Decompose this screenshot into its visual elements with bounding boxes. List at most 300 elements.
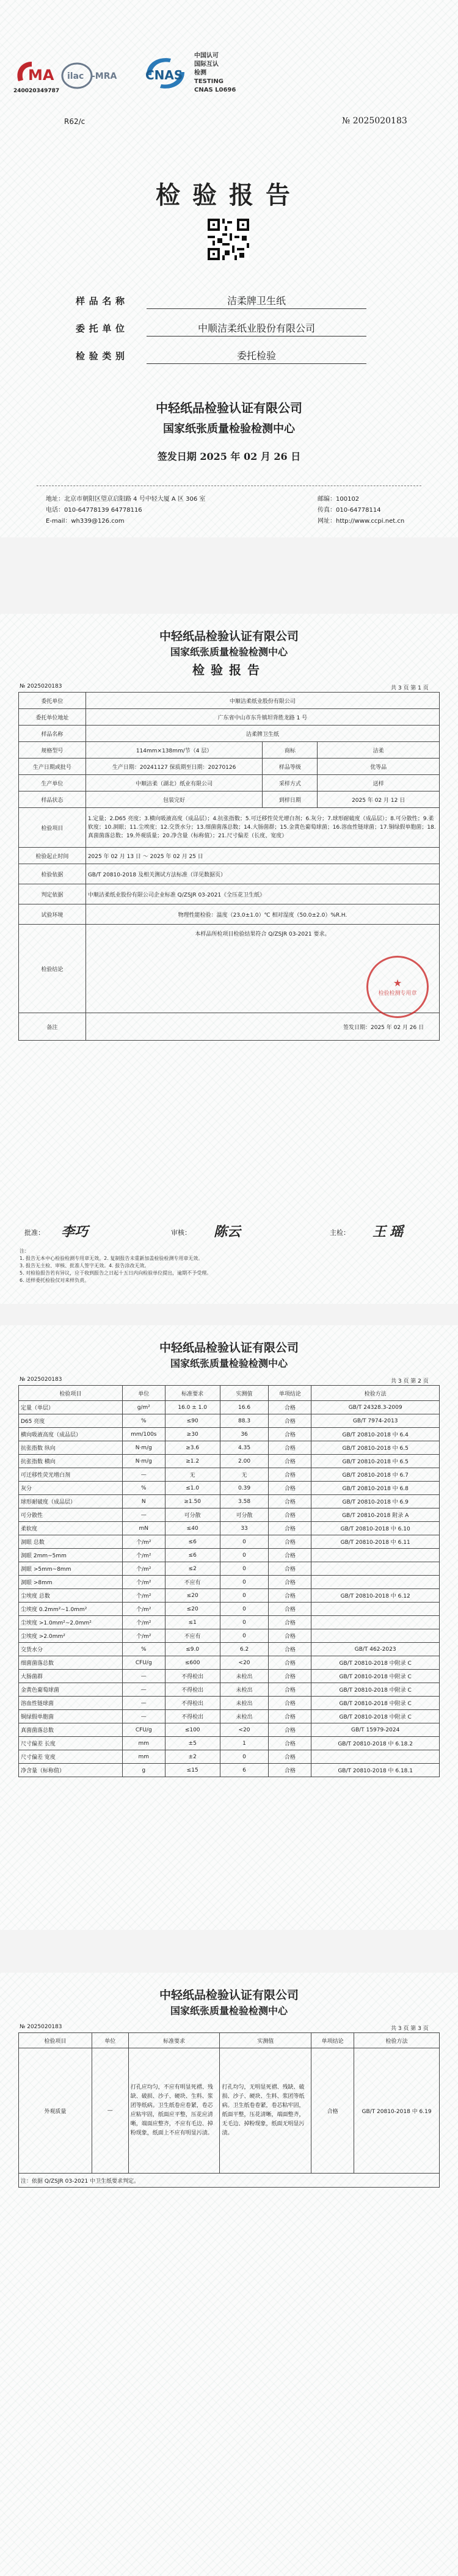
conclusion-cell: 合格 [269, 1603, 311, 1616]
svg-text:CNAS: CNAS [145, 68, 183, 82]
table-row [19, 1670, 440, 1683]
method-cell: GB/T 20810-2018 中 6.7 [311, 1468, 440, 1482]
method-cell: GB/T 20810-2018 中 6.8 [311, 1482, 440, 1495]
conclusion-cell: 合格 [269, 1697, 311, 1710]
measured-cell: 3.58 [220, 1495, 269, 1508]
row-label: 判定依据 [19, 884, 86, 904]
row-value: 洁柔牌卫生纸 [85, 726, 439, 742]
item-cell: 交货水分 [19, 1643, 123, 1656]
row-label: 委托单位 [19, 693, 86, 709]
table-row [19, 1441, 440, 1455]
table-row [19, 1428, 440, 1441]
org-name: 中轻纸品检验认证有限公司 [159, 630, 299, 643]
col-header: 检验方法 [311, 1386, 440, 1401]
unit-cell: — [122, 1468, 165, 1482]
method-cell [311, 1750, 440, 1764]
unit-cell: mm [122, 1737, 165, 1750]
table-row [19, 1723, 440, 1737]
row-label: 生产日期或批号 [19, 759, 86, 775]
measured-cell: 0 [220, 1750, 269, 1764]
measured-cell: 未检出 [220, 1670, 269, 1683]
measured-cell: 0 [220, 1629, 269, 1643]
requirement-cell: ≤90 [165, 1414, 220, 1428]
unit-cell: g/m² [122, 1401, 165, 1414]
conclusion-cell: 合格 [269, 1670, 311, 1683]
unit-cell: — [92, 2048, 128, 2174]
table-row [19, 1710, 440, 1723]
measured-cell: 6 [220, 1764, 269, 1777]
table-row [19, 1603, 440, 1616]
row-label: 商标 [263, 742, 318, 759]
requirement-cell: ≤100 [165, 1723, 220, 1737]
row-label: 样品名称 [19, 726, 86, 742]
appearance-table [18, 2032, 440, 2188]
tester-label: 主检： [330, 1229, 350, 1237]
row-value: 1.定量；2.D65 亮度；3.横向吸液高度（成品层）；4.抗张指数；5.可迁移性荧光增白剂；6.灰分；7.球形耐破度（成品层）；8.可分散性；9.柔软度；10.洞眼；11.尘埃度；12.交货水分；13.细菌菌落总数；14.大肠菌群；15.金黄色葡萄球菌；16.溶血性链球菌；17.铜绿假单胞菌；18.真菌菌落总数；19.外观质量；20.净含量（标称值）；21.尺寸偏差（长度、宽度） [85, 808, 439, 848]
method-cell: GB/T 20810-2018 中 6.18.2 [311, 1737, 440, 1750]
ilac-mra-logo [61, 61, 122, 90]
method-cell [311, 1616, 440, 1629]
unit-cell: 个/m² [122, 1616, 165, 1629]
method-cell [311, 1576, 440, 1589]
conclusion-cell: 合格 [269, 1495, 311, 1508]
table-row [19, 693, 440, 709]
org-name: 中轻纸品检验认证有限公司 [159, 1341, 299, 1355]
requirement-cell: ≤15 [165, 1764, 220, 1777]
measured-cell: 36 [220, 1428, 269, 1441]
table-row [19, 2048, 440, 2174]
conclusion-cell: 合格 [269, 1455, 311, 1468]
unit-cell: N·m/g [122, 1441, 165, 1455]
table-row [19, 1764, 440, 1777]
method-cell: GB/T 20810-2018 中 6.19 [354, 2048, 440, 2174]
method-cell: GB/T 24328.3-2009 [311, 1401, 440, 1414]
requirement-cell: ≤6 [165, 1549, 220, 1562]
field-underline [147, 336, 366, 337]
unit-cell: % [122, 1643, 165, 1656]
row-label: 试验环境 [19, 904, 86, 925]
measured-cell: 无 [220, 1468, 269, 1482]
conclusion-cell: 合格 [269, 1482, 311, 1495]
data-rows [19, 1401, 440, 1777]
page-number: 共 3 页 第 3 页 [391, 2026, 429, 2032]
client-value: 中顺洁柔纸业股份有限公司 [197, 322, 315, 334]
row-label: 采样方式 [263, 775, 318, 791]
table-header-row [19, 2033, 440, 2048]
row-value: 2025 年 02 月 13 日 ～ 2025 年 02 月 25 日 [85, 848, 439, 864]
row-label: 规格型号 [19, 742, 86, 759]
measured-cell: 0 [220, 1603, 269, 1616]
report-title: 检验报告 [156, 181, 302, 209]
row-value: GB/T 20810-2018 及相关测试方法标准（详见数据页） [85, 864, 439, 884]
item-cell: 尘埃度 >2.0mm² [19, 1629, 123, 1643]
unit-cell: N [122, 1495, 165, 1508]
website: 网址：http://www.ccpi.net.cn [318, 518, 405, 525]
report-title: 检验报告 [192, 663, 266, 677]
col-header: 单项结论 [311, 2033, 354, 2048]
item-cell: 柔软度 [19, 1522, 123, 1535]
row-value: 本样品所检项目检验结果符合 Q/ZSJR 03-2021 要求。 [85, 925, 439, 1013]
table-row [19, 1522, 440, 1535]
method-cell: GB/T 20810-2018 中 6.5 [311, 1455, 440, 1468]
page-number: 共 3 页 第 1 页 [391, 685, 429, 691]
table-row [19, 742, 440, 759]
record-code: R62/c [64, 117, 85, 126]
cnas-logo [140, 54, 191, 93]
row-label: 检验起止时间 [19, 848, 86, 864]
requirement-cell: 不应有 [165, 1576, 220, 1589]
requirement-cell: ≤600 [165, 1656, 220, 1670]
unit-cell: g [122, 1764, 165, 1777]
table-row [19, 791, 440, 808]
measured-cell: 未检出 [220, 1710, 269, 1723]
col-header: 单位 [92, 2033, 128, 2048]
unit-cell: mN [122, 1522, 165, 1535]
sample-name-label: 样品名称 [76, 296, 125, 307]
measured-cell: 0 [220, 1535, 269, 1549]
table-row [19, 709, 440, 726]
row-label: 备注 [19, 1013, 86, 1041]
conclusion-cell: 合格 [269, 1737, 311, 1750]
requirement-cell: ±5 [165, 1737, 220, 1750]
measured-cell: <20 [220, 1723, 269, 1737]
item-cell: 真菌菌落总数 [19, 1723, 123, 1737]
sign-date: 签发日期：2025 年 02 月 26 日 [343, 1025, 424, 1031]
method-cell [311, 1549, 440, 1562]
method-cell [311, 1603, 440, 1616]
unit-cell: % [122, 1482, 165, 1495]
conclusion-cell: 合格 [269, 1549, 311, 1562]
table-row [19, 1576, 440, 1589]
row-value: 中顺洁柔纸业股份有限公司 [85, 693, 439, 709]
method-cell: GB/T 20810-2018 中 6.10 [311, 1522, 440, 1535]
note-cell: 注：依据 Q/ZSJR 03-2021 中卫生纸要求判定。 [19, 2174, 440, 2188]
row-value: 物理性能检验：温度（23.0±1.0）℃ 相对湿度（50.0±2.0）%R.H. [85, 904, 439, 925]
svg-text:MA: MA [28, 67, 54, 84]
email: E-mail：wh339@126.com [46, 518, 125, 525]
conclusion-cell: 合格 [269, 1750, 311, 1764]
measured-cell: 0.39 [220, 1482, 269, 1495]
unit-cell: 个/m² [122, 1629, 165, 1643]
test-type-value: 委托检验 [236, 350, 276, 362]
qr-code [208, 219, 249, 260]
item-cell: 球形耐破度（成品层） [19, 1495, 123, 1508]
unit-cell: CFU/g [122, 1723, 165, 1737]
unit-cell: — [122, 1670, 165, 1683]
row-value: 中顺洁柔纸业股份有限公司企业标准 Q/ZSJR 03-2021《全压花卫生纸》 [85, 884, 439, 904]
col-header: 检验项目 [19, 2033, 92, 2048]
telephone: 电话：010-64778139 64778116 [46, 507, 142, 514]
unit-cell: 个/m² [122, 1549, 165, 1562]
table-row [19, 864, 440, 884]
org-name: 中轻纸品检验认证有限公司 [156, 401, 302, 415]
conclusion-cell: 合格 [269, 1710, 311, 1723]
table-row [19, 1656, 440, 1670]
requirement-cell: 16.0 ± 1.0 [165, 1401, 220, 1414]
conclusion-cell: 合格 [269, 1723, 311, 1737]
requirement-cell: ≤1.0 [165, 1482, 220, 1495]
item-cell: 洞眼 >8mm [19, 1576, 123, 1589]
method-cell: GB/T 15979-2024 [311, 1723, 440, 1737]
tester-signature: 王瑶 [373, 1224, 407, 1240]
item-cell: 抗张指数 横向 [19, 1455, 123, 1468]
row-value: 中顺洁柔（湖北）纸业有限公司 [85, 775, 263, 791]
issue-date: 签发日期 2025 年 02 月 26 日 [157, 451, 301, 462]
item-cell: 可分散性 [19, 1508, 123, 1522]
center-name: 国家纸张质量检验检测中心 [163, 423, 295, 435]
table-row [19, 1535, 440, 1549]
client-label: 委托单位 [76, 323, 125, 334]
item-cell: 外观质量 [19, 2048, 92, 2174]
row-value: 洁柔 [318, 742, 440, 759]
table-row [19, 1495, 440, 1508]
table-row [19, 1455, 440, 1468]
item-cell: 可迁移性荧光增白剂 [19, 1468, 123, 1482]
method-cell: GB/T 20810-2018 中附录 C [311, 1656, 440, 1670]
item-cell: 细菌菌落总数 [19, 1656, 123, 1670]
method-cell: GB/T 462-2023 [311, 1643, 440, 1656]
org-name: 中轻纸品检验认证有限公司 [159, 1988, 299, 2002]
row-label: 检验项目 [19, 808, 86, 848]
unit-cell: 个/m² [122, 1603, 165, 1616]
unit-cell: % [122, 1414, 165, 1428]
row-label: 样品等级 [263, 759, 318, 775]
requirement-cell: ≤1 [165, 1616, 220, 1629]
measured-cell: 33 [220, 1522, 269, 1535]
item-cell: 净含量（标称值） [19, 1764, 123, 1777]
inspection-stamp: ★ 检验检测专用章 [366, 956, 429, 1018]
item-cell: 洞眼 >5mm~8mm [19, 1562, 123, 1576]
item-cell: 尘埃度 >1.0mm²~2.0mm² [19, 1616, 123, 1629]
requirement-cell: 打孔应均匀，不应有明显死褶、残缺、破损、沙子、硬块、生料、浆团等纸病。卫生纸卷应卷紧，卷芯应粘牢固，纸面应平整，压花应清晰，端面应整齐，不应有毛边、掉粉现象，纸面上不应有明显污渍。 [128, 2048, 220, 2174]
report-number: № 2025020183 [20, 1377, 62, 1383]
table-row [19, 884, 440, 904]
measured-cell: 2.00 [220, 1455, 269, 1468]
table-row [19, 2174, 440, 2188]
table-row [19, 808, 440, 848]
measured-cell: 0 [220, 1616, 269, 1629]
method-cell [311, 1562, 440, 1576]
item-cell: D65 亮度 [19, 1414, 123, 1428]
method-cell: GB/T 20810-2018 中附录 C [311, 1683, 440, 1697]
method-cell: GB/T 20810-2018 中附录 C [311, 1710, 440, 1723]
method-cell: GB/T 20810-2018 中 6.11 [311, 1535, 440, 1549]
col-header: 单位 [122, 1386, 165, 1401]
report-number: № 2025020183 [20, 2024, 62, 2030]
field-underline [147, 308, 366, 309]
col-header: 检验项目 [19, 1386, 123, 1401]
method-cell: GB/T 20810-2018 中 6.4 [311, 1428, 440, 1441]
conclusion-cell: 合格 [269, 1414, 311, 1428]
item-cell: 横向吸液高度（成品层） [19, 1428, 123, 1441]
address: 地址：北京市朝阳区望京启阳路 4 号中轻大厦 A 区 306 室 [46, 496, 206, 503]
requirement-cell: ≤20 [165, 1589, 220, 1603]
requirement-cell: ≤9.0 [165, 1643, 220, 1656]
table-row [19, 1414, 440, 1428]
requirement-cell: ±2 [165, 1750, 220, 1764]
appearance-page [0, 1973, 458, 2576]
approver-signature: 李巧 [61, 1224, 89, 1240]
row-value: 生产日期：20241127 保质期至日期：20270126 [85, 759, 263, 775]
measured-cell: <20 [220, 1656, 269, 1670]
measured-cell: 6.2 [220, 1643, 269, 1656]
method-cell: GB/T 20810-2018 中 6.12 [311, 1589, 440, 1603]
row-label: 检验依据 [19, 864, 86, 884]
summary-page [0, 614, 458, 1304]
field-underline [147, 363, 366, 364]
col-header: 实测值 [220, 2033, 311, 2048]
item-cell: 尺寸偏差 长度 [19, 1737, 123, 1750]
conclusion-cell: 合格 [269, 1468, 311, 1482]
unit-cell: CFU/g [122, 1656, 165, 1670]
measured-cell: 16.6 [220, 1401, 269, 1414]
reviewer-signature: 陈云 [214, 1224, 241, 1240]
table-row [19, 1616, 440, 1629]
row-label: 样品状态 [19, 791, 86, 808]
col-header: 实测值 [220, 1386, 269, 1401]
ma-number: 240020349787 [13, 88, 60, 94]
item-cell: 抗张指数 纵向 [19, 1441, 123, 1455]
conclusion-cell: 合格 [269, 1589, 311, 1603]
requirement-cell: 无 [165, 1468, 220, 1482]
table-row [19, 1589, 440, 1603]
method-cell: GB/T 20810-2018 中 6.9 [311, 1495, 440, 1508]
item-cell: 尘埃度 总数 [19, 1589, 123, 1603]
col-header: 检验方法 [354, 2033, 440, 2048]
item-cell: 灰分 [19, 1482, 123, 1495]
conclusion-cell: 合格 [269, 1562, 311, 1576]
conclusion-cell: 合格 [269, 1643, 311, 1656]
unit-cell: N·m/g [122, 1455, 165, 1468]
table-row [19, 1697, 440, 1710]
center-name: 国家纸张质量检验检测中心 [170, 2005, 288, 2017]
conclusion-cell: 合格 [269, 1401, 311, 1414]
requirement-cell: 不得检出 [165, 1710, 220, 1723]
requirement-cell: ≤2 [165, 1562, 220, 1576]
table-row [19, 775, 440, 791]
measured-cell: 0 [220, 1589, 269, 1603]
reviewer-label: 审核： [171, 1229, 191, 1237]
sample-name-value: 洁柔牌卫生纸 [227, 295, 286, 307]
page-number: 共 3 页 第 2 页 [391, 1378, 429, 1384]
unit-cell: mm [122, 1750, 165, 1764]
row-label: 生产单位 [19, 775, 86, 791]
table-row [19, 1401, 440, 1414]
data-page [0, 1325, 458, 1930]
unit-cell: — [122, 1683, 165, 1697]
cover-page [0, 0, 458, 537]
col-header: 标准要求 [165, 1386, 220, 1401]
unit-cell: 个/m² [122, 1589, 165, 1603]
svg-text:-MRA: -MRA [92, 71, 117, 81]
unit-cell: — [122, 1710, 165, 1723]
measured-cell: 打孔均匀，无明显死褶、残缺、破损、沙子、硬块、生料、浆团等纸病。卫生纸卷卷紧，卷芯粘牢固，纸面平整，压花清晰，端面整齐，无毛边、掉粉现象，纸面无明显污渍。 [220, 2048, 311, 2174]
item-cell: 铜绿假单胞菌 [19, 1710, 123, 1723]
report-number: № 2025020183 [20, 683, 62, 689]
table-row [19, 1508, 440, 1522]
measured-cell: 未检出 [220, 1683, 269, 1697]
unit-cell: — [122, 1508, 165, 1522]
center-name: 国家纸张质量检验检测中心 [170, 1358, 288, 1369]
item-cell: 大肠菌群 [19, 1670, 123, 1683]
requirement-cell: ≥30 [165, 1428, 220, 1441]
table-row [19, 1683, 440, 1697]
fax: 传真：010-64778114 [318, 507, 381, 514]
col-header: 标准要求 [128, 2033, 220, 2048]
row-label: 到样日期 [263, 791, 318, 808]
conclusion-cell: 合格 [269, 1428, 311, 1441]
cma-logo [13, 58, 60, 94]
table-row [19, 726, 440, 742]
conclusion-cell: 合格 [269, 1535, 311, 1549]
conclusion-cell: 合格 [269, 1656, 311, 1670]
table-row [19, 759, 440, 775]
unit-cell: mm/100s [122, 1428, 165, 1441]
measured-cell: 0 [220, 1549, 269, 1562]
row-value: 2025 年 02 月 12 日 [318, 791, 440, 808]
item-cell: 尘埃度 0.2mm²~1.0mm² [19, 1603, 123, 1616]
table-row [19, 1468, 440, 1482]
conclusion-cell: 合格 [269, 1683, 311, 1697]
unit-cell: 个/m² [122, 1576, 165, 1589]
method-cell: GB/T 20810-2018 中 6.18.1 [311, 1764, 440, 1777]
table-row [19, 1562, 440, 1576]
row-label: 委托单位地址 [19, 709, 86, 726]
table-row [19, 1750, 440, 1764]
conclusion-cell: 合格 [269, 1629, 311, 1643]
requirement-cell: ≤6 [165, 1535, 220, 1549]
measured-cell: 0 [220, 1576, 269, 1589]
conclusion-cell: 合格 [269, 1616, 311, 1629]
unit-cell: 个/m² [122, 1562, 165, 1576]
conclusion-cell: 合格 [311, 2048, 354, 2174]
measured-cell: 未检出 [220, 1697, 269, 1710]
item-cell: 洞眼 总数 [19, 1535, 123, 1549]
table-row [19, 1643, 440, 1656]
method-cell: GB/T 20810-2018 附录 A [311, 1508, 440, 1522]
item-cell: 洞眼 2mm~5mm [19, 1549, 123, 1562]
table-row [19, 1737, 440, 1750]
row-value: 包装完好 [85, 791, 263, 808]
row-label: 检验结论 [19, 925, 86, 1013]
measured-cell: 88.3 [220, 1414, 269, 1428]
requirement-cell: 可分散 [165, 1508, 220, 1522]
conclusion-cell: 合格 [269, 1441, 311, 1455]
table-row [19, 848, 440, 864]
col-header: 单项结论 [269, 1386, 311, 1401]
requirement-cell: ≥1.2 [165, 1455, 220, 1468]
item-cell: 定量（单层） [19, 1401, 123, 1414]
requirement-cell: ≥3.6 [165, 1441, 220, 1455]
requirement-cell: ≤40 [165, 1522, 220, 1535]
measured-cell: 4.35 [220, 1441, 269, 1455]
measured-cell: 1 [220, 1737, 269, 1750]
cnas-accreditation-text: 中国认可 国际互认 检测 TESTING CNAS L0696 [194, 53, 236, 93]
method-cell: GB/T 7974-2013 [311, 1414, 440, 1428]
table-row [19, 1629, 440, 1643]
report-number: № 2025020183 [342, 116, 407, 126]
requirement-cell: 不得检出 [165, 1683, 220, 1697]
method-cell: GB/T 20810-2018 中附录 C [311, 1697, 440, 1710]
data-table [18, 1385, 440, 1777]
unit-cell: — [122, 1697, 165, 1710]
conclusion-cell: 合格 [269, 1522, 311, 1535]
approver-label: 批准： [24, 1229, 45, 1237]
conclusion-cell: 合格 [269, 1576, 311, 1589]
row-value: 优等品 [318, 759, 440, 775]
test-type-label: 检验类别 [76, 351, 125, 362]
table-row [19, 1482, 440, 1495]
